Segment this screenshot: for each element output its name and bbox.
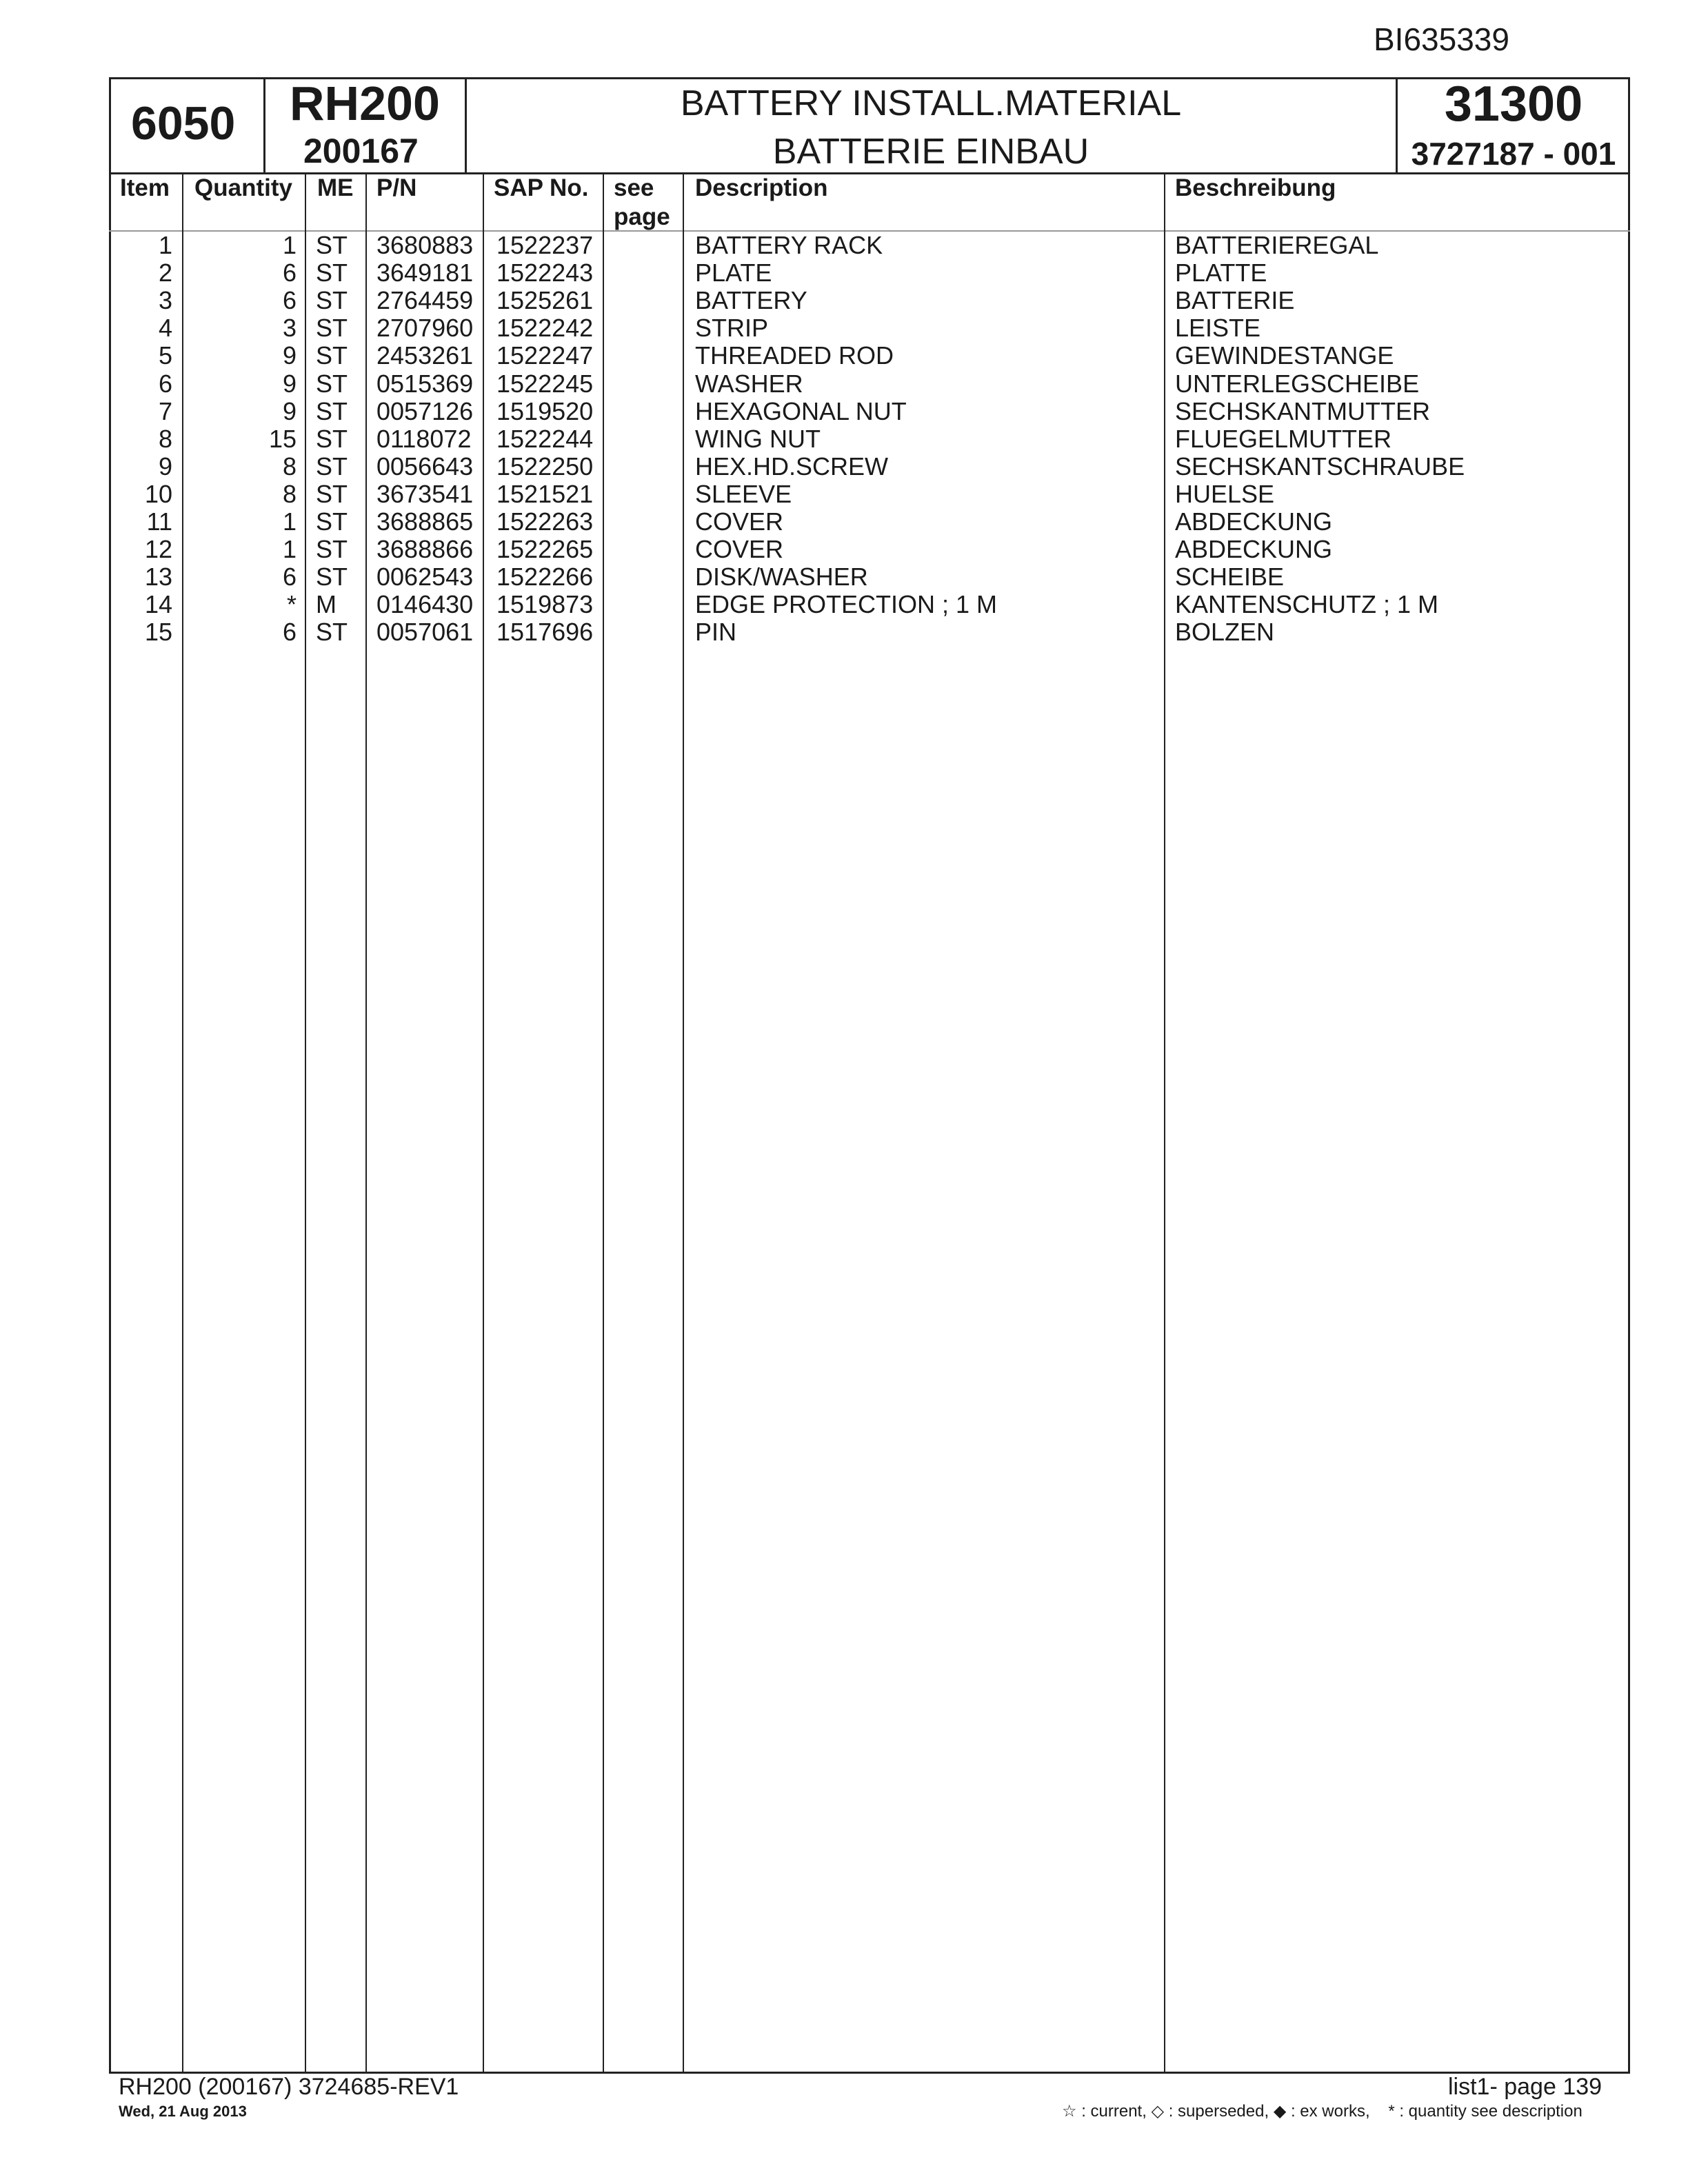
unit-cell: ST: [316, 369, 348, 398]
beschreibung-cell: BOLZEN: [1175, 618, 1275, 647]
description-cell: PIN: [695, 618, 737, 647]
unit-cell: ST: [316, 259, 348, 287]
legend-quantity-note: * : quantity see description: [1388, 2102, 1582, 2121]
description-cell: WASHER: [695, 369, 803, 398]
item-cell: 2: [158, 259, 172, 287]
beschreibung-cell: ABDECKUNG: [1175, 535, 1333, 564]
item-cell: 11: [146, 507, 172, 536]
legend-ex-works: : ex works,: [1290, 2102, 1370, 2121]
unit-cell: ST: [316, 507, 348, 536]
title-english: BATTERY INSTALL.MATERIAL: [680, 83, 1182, 123]
description-cell: SLEEVE: [695, 479, 792, 508]
document-id: BI635339: [1374, 21, 1509, 57]
description-cell: HEXAGONAL NUT: [695, 396, 907, 425]
diamond-filled-icon: ◆: [1273, 2102, 1287, 2121]
beschreibung-cell: BATTERIEREGAL: [1175, 231, 1379, 259]
item-cell: 5: [158, 341, 172, 370]
item-cell: 6: [158, 369, 172, 398]
item-cell: 4: [158, 314, 172, 343]
description-cell: HEX.HD.SCREW: [695, 452, 889, 481]
quantity-cell: 1: [282, 535, 297, 564]
item-cell: 9: [158, 452, 172, 481]
star-outline-icon: ☆: [1062, 2102, 1077, 2121]
part-number-cell: 2453261: [376, 341, 474, 370]
section-number: 6050: [131, 97, 236, 150]
beschreibung-cell: KANTENSCHUTZ ; 1 M: [1175, 590, 1439, 619]
unit-cell: ST: [316, 479, 348, 508]
description-cell: STRIP: [695, 314, 769, 343]
part-number-cell: 0057126: [376, 396, 474, 425]
column-separator: [305, 172, 306, 2072]
item-cell: 1: [158, 231, 172, 259]
group-number: 31300: [1444, 77, 1583, 132]
description-cell: COVER: [695, 507, 784, 536]
sap-number-cell: 1522265: [496, 535, 594, 564]
quantity-cell: 9: [282, 341, 297, 370]
column-separator: [1164, 172, 1165, 2072]
footer-document-reference: RH200 (200167) 3724685-REV1: [119, 2074, 459, 2100]
unit-cell: ST: [316, 563, 348, 592]
quantity-cell: *: [286, 590, 297, 619]
unit-cell: ST: [316, 424, 348, 453]
column-header-me: ME: [317, 174, 354, 201]
item-cell: 3: [158, 286, 172, 315]
sap-number-cell: 1522243: [496, 259, 594, 287]
beschreibung-cell: UNTERLEGSCHEIBE: [1175, 369, 1420, 398]
beschreibung-cell: GEWINDESTANGE: [1175, 341, 1394, 370]
column-separator: [182, 172, 183, 2072]
diamond-outline-icon: ◇: [1151, 2102, 1165, 2121]
drawing-number: 3727187 - 001: [1411, 136, 1616, 172]
column-header-beschreibung: Beschreibung: [1175, 174, 1336, 201]
quantity-cell: 8: [282, 452, 297, 481]
description-cell: BATTERY RACK: [695, 231, 883, 259]
column-header-sap: SAP No.: [494, 174, 589, 201]
beschreibung-cell: PLATTE: [1175, 259, 1267, 287]
quantity-cell: 6: [282, 286, 297, 315]
description-cell: THREADED ROD: [695, 341, 894, 370]
column-separator: [603, 172, 604, 2072]
part-number-cell: 3673541: [376, 479, 474, 508]
sap-number-cell: 1519520: [496, 396, 594, 425]
quantity-cell: 6: [282, 563, 297, 592]
item-cell: 13: [144, 563, 172, 592]
column-separator: [683, 172, 684, 2072]
description-cell: COVER: [695, 535, 784, 564]
beschreibung-cell: ABDECKUNG: [1175, 507, 1333, 536]
part-number-cell: 0056643: [376, 452, 474, 481]
beschreibung-cell: HUELSE: [1175, 479, 1275, 508]
part-number-cell: 0515369: [376, 369, 474, 398]
column-header-item: Item: [120, 174, 170, 201]
beschreibung-cell: BATTERIE: [1175, 286, 1295, 315]
item-cell: 10: [144, 479, 172, 508]
sap-number-cell: 1522245: [496, 369, 594, 398]
part-number-cell: 3688865: [376, 507, 474, 536]
sap-number-cell: 1522247: [496, 341, 594, 370]
column-header-pn: P/N: [376, 174, 417, 201]
title-german: BATTERIE EINBAU: [772, 132, 1089, 172]
quantity-cell: 15: [268, 424, 297, 453]
column-header-page: page: [614, 203, 670, 230]
quantity-cell: 9: [282, 396, 297, 425]
part-number-cell: 3680883: [376, 231, 474, 259]
beschreibung-cell: SCHEIBE: [1175, 563, 1285, 592]
part-number-cell: 0062543: [376, 563, 474, 592]
header-separator: [465, 77, 467, 174]
sap-number-cell: 1521521: [496, 479, 594, 508]
part-number-cell: 0057061: [376, 618, 474, 647]
unit-cell: ST: [316, 314, 348, 343]
footer-page-number: list1- page 139: [1448, 2074, 1602, 2100]
beschreibung-cell: SECHSKANTMUTTER: [1175, 396, 1431, 425]
quantity-cell: 6: [282, 259, 297, 287]
column-separator: [483, 172, 484, 2072]
unit-cell: ST: [316, 396, 348, 425]
legend-current: : current,: [1081, 2102, 1147, 2121]
sap-number-cell: 1522250: [496, 452, 594, 481]
sap-number-cell: 1522237: [496, 231, 594, 259]
item-cell: 14: [144, 590, 172, 619]
item-cell: 12: [144, 535, 172, 564]
legend: [1062, 2101, 1582, 2121]
quantity-cell: 6: [282, 618, 297, 647]
part-number-cell: 3649181: [376, 259, 474, 287]
quantity-cell: 8: [282, 479, 297, 508]
unit-cell: ST: [316, 452, 348, 481]
part-number-cell: 3688866: [376, 535, 474, 564]
beschreibung-cell: LEISTE: [1175, 314, 1261, 343]
column-header-see: see: [614, 174, 654, 201]
description-cell: BATTERY: [695, 286, 807, 315]
part-number-cell: 0118072: [376, 424, 472, 453]
column-separator: [365, 172, 367, 2072]
part-number-cell: 2707960: [376, 314, 474, 343]
sap-number-cell: 1522263: [496, 507, 594, 536]
sap-number-cell: 1519873: [496, 590, 594, 619]
serial-number: 200167: [303, 132, 419, 170]
legend-superseded: : superseded,: [1168, 2102, 1269, 2121]
header-separator: [1396, 77, 1398, 174]
item-cell: 15: [144, 618, 172, 647]
quantity-cell: 3: [282, 314, 297, 343]
description-cell: PLATE: [695, 259, 772, 287]
sap-number-cell: 1522242: [496, 314, 594, 343]
beschreibung-cell: FLUEGELMUTTER: [1175, 424, 1392, 453]
header-separator: [263, 77, 265, 174]
unit-cell: ST: [316, 618, 348, 647]
sap-number-cell: 1517696: [496, 618, 594, 647]
unit-cell: ST: [316, 341, 348, 370]
quantity-cell: 1: [282, 231, 297, 259]
unit-cell: M: [316, 590, 336, 619]
description-cell: EDGE PROTECTION ; 1 M: [695, 590, 998, 619]
unit-cell: ST: [316, 286, 348, 315]
sap-number-cell: 1522244: [496, 424, 594, 453]
column-header-quantity: Quantity: [194, 174, 292, 201]
sap-number-cell: 1525261: [496, 286, 594, 315]
footer-date: Wed, 21 Aug 2013: [119, 2103, 247, 2120]
unit-cell: ST: [316, 535, 348, 564]
description-cell: DISK/WASHER: [695, 563, 868, 592]
beschreibung-cell: SECHSKANTSCHRAUBE: [1175, 452, 1465, 481]
part-number-cell: 2764459: [376, 286, 474, 315]
description-cell: WING NUT: [695, 424, 821, 453]
part-number-cell: 0146430: [376, 590, 474, 619]
item-cell: 8: [158, 424, 172, 453]
quantity-cell: 9: [282, 369, 297, 398]
quantity-cell: 1: [282, 507, 297, 536]
column-header-description: Description: [695, 174, 828, 201]
item-cell: 7: [158, 396, 172, 425]
sap-number-cell: 1522266: [496, 563, 594, 592]
unit-cell: ST: [316, 231, 348, 259]
machine-model: RH200: [290, 77, 440, 130]
